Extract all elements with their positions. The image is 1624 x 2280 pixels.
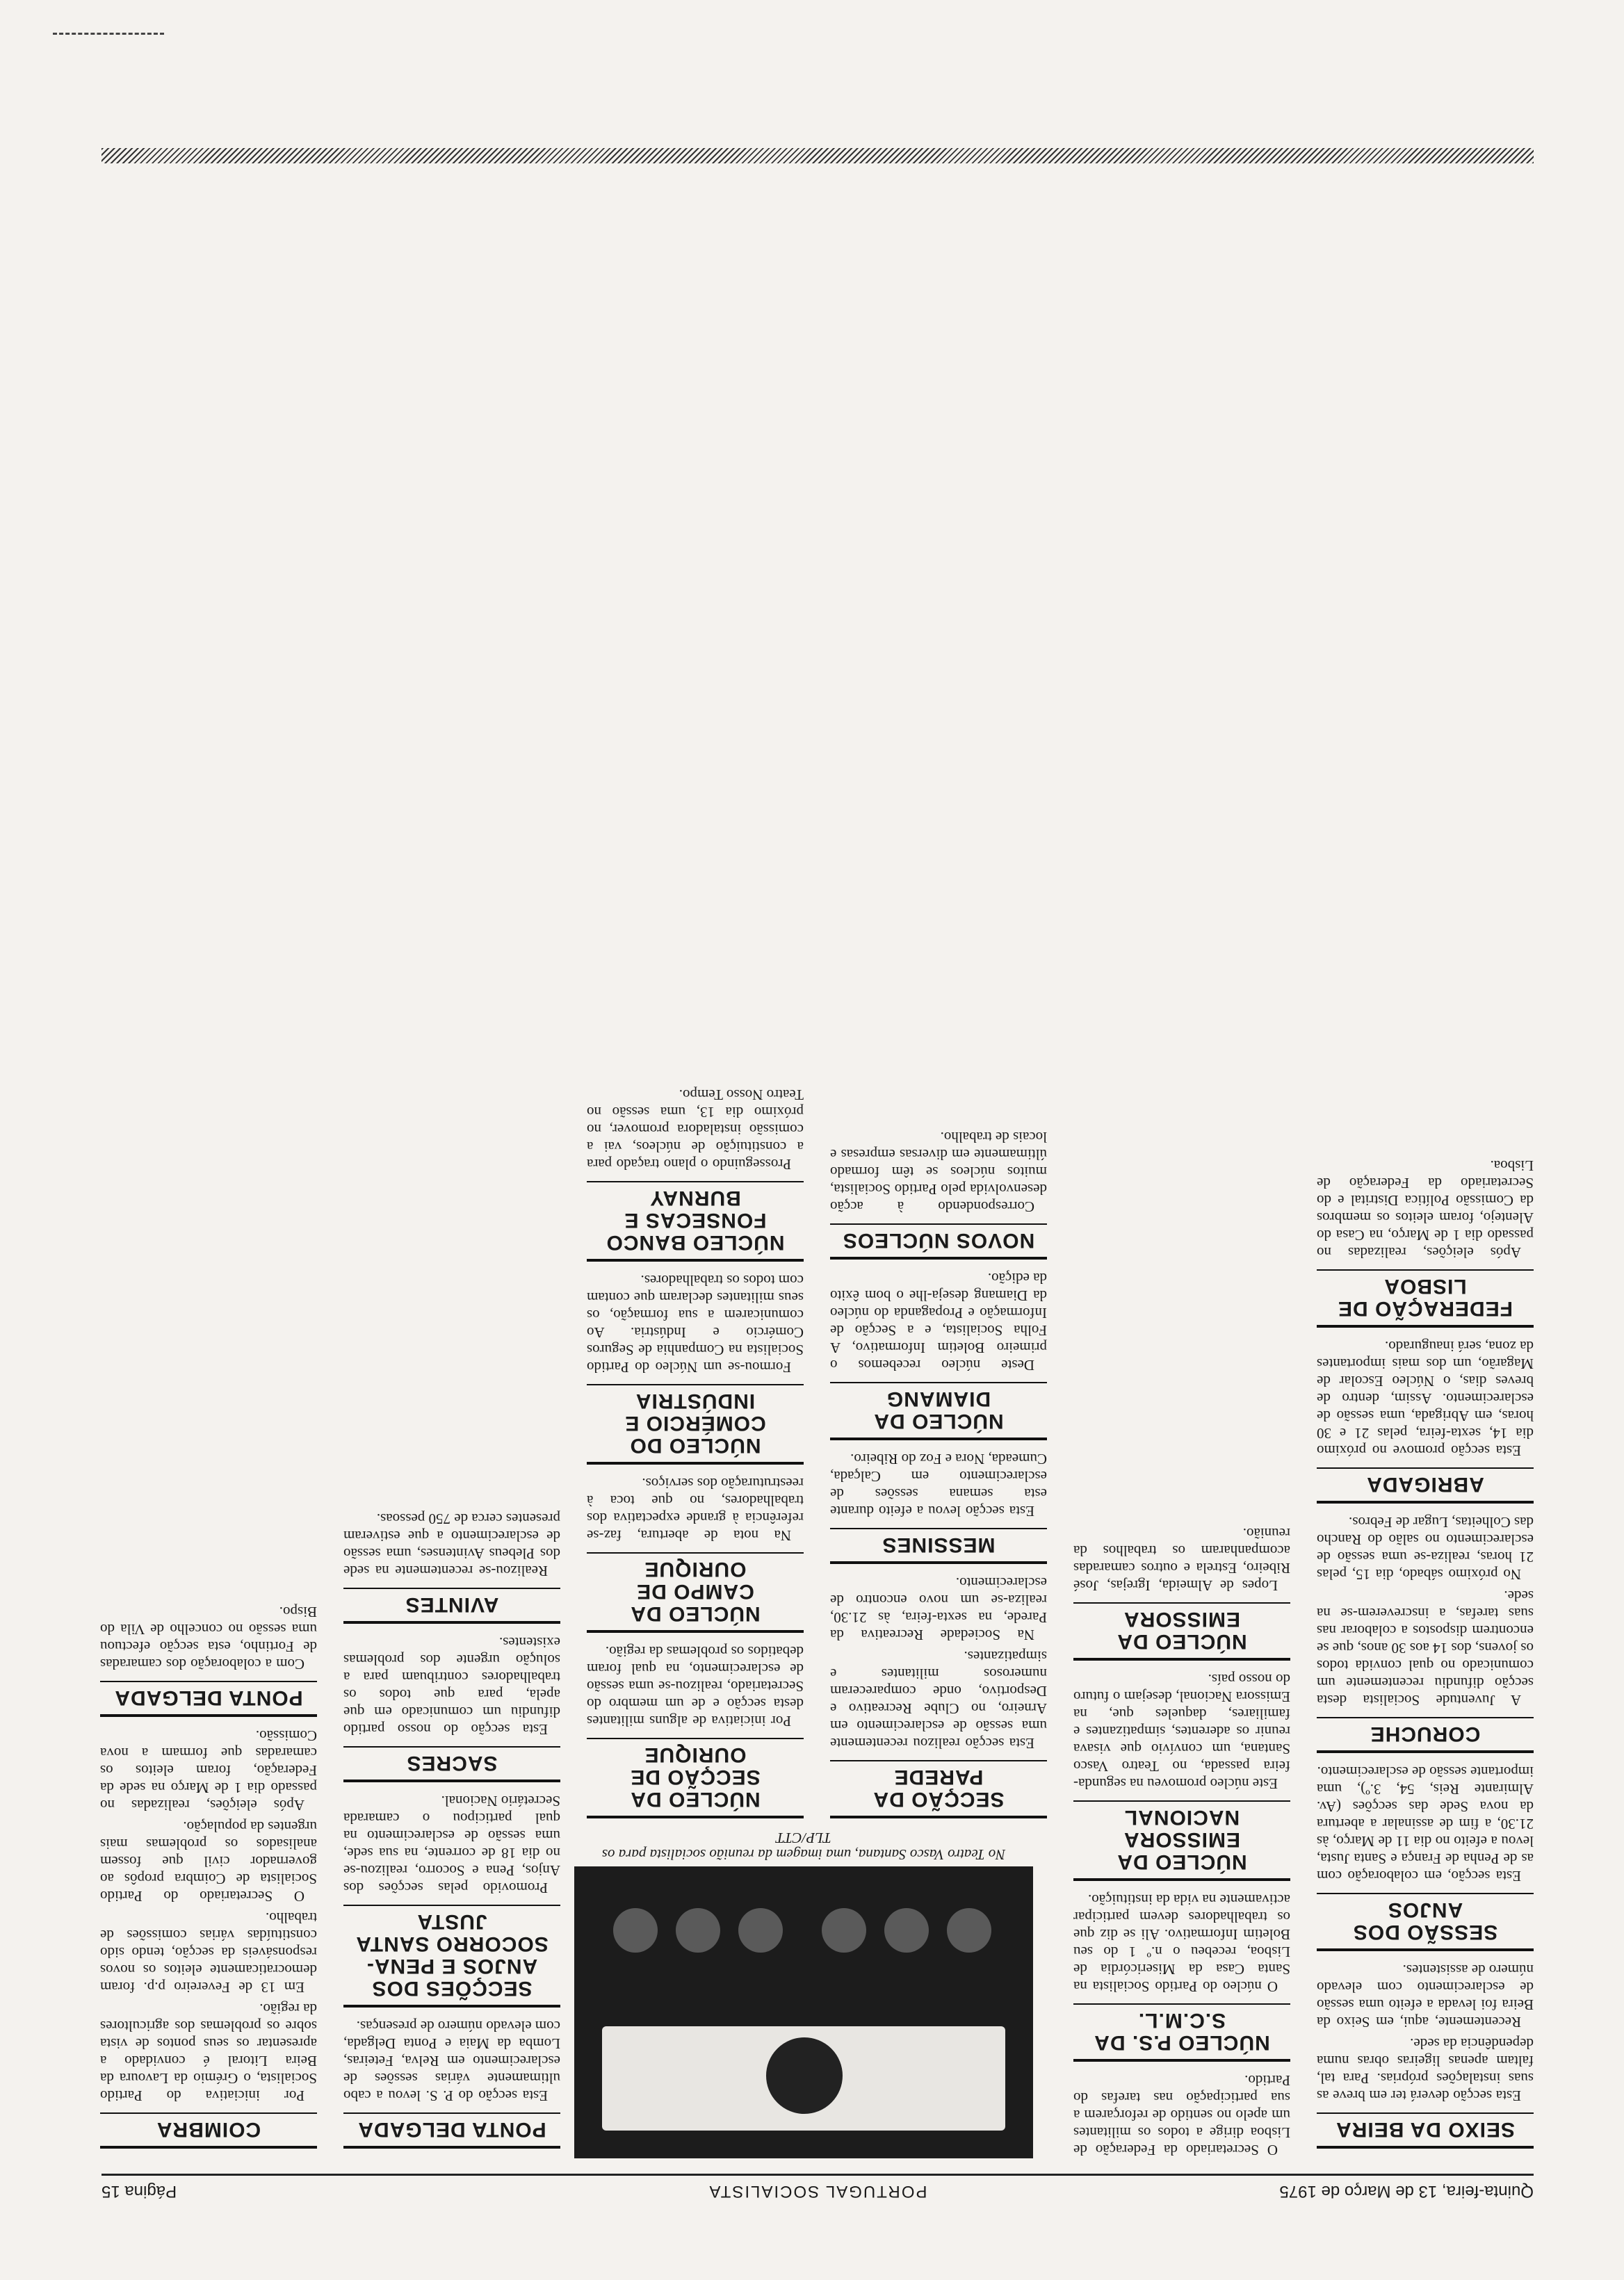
article-paragraph: Realizou-se recentemente na sede dos Plebeus Avintenses, uma sessão de esclarecimento a que estiveram presentes cerca de 750 pessoas. — [343, 1510, 560, 1579]
section-heading: NÚCLEO DA EMISSORA — [1073, 1602, 1290, 1661]
article-paragraph: Após eleições, realizadas no passado dia 1 de Março, na Casa do Alentejo, foram eleitos os membros da Comissão Política Distrital e do Secretariado da Federação de Lisboa. — [1317, 1157, 1534, 1261]
article-paragraph: No próximo sábado, dia 15, pelas 21 horas, realiza-se uma sessão de esclarecimento no salão do Rancho das Colheitas, Lugar de Febros. — [1317, 1514, 1534, 1583]
article-paragraph: Deste núcleo recebemos o primeiro Boletim Informativo, A Folha Socialista, e a Secção de Informação e Propaganda do núcleo da Diamang deseja-lhe o bom êxito da edição. — [830, 1270, 1047, 1374]
article-paragraph: O Secretariado da Federação de Lisboa dirige a todos os militantes um apelo no sentido de reforçarem a sua participação nas tarefas do Partido. — [1073, 2072, 1290, 2158]
meeting-photo — [574, 1866, 1033, 2158]
fold-mark — [53, 30, 164, 35]
article-paragraph: Esta secção promove no próximo dia 14, sexta-feira, pelas 21 e 30 horas, em Abrigada, uma sessão de esclarecimento. Assim, dentro de breves dias, o Núcleo Escolar de Magarão, um dos mais importantes da zona, será inaugurado. — [1317, 1338, 1534, 1459]
bottom-rule — [102, 148, 1534, 163]
article-paragraph: Por iniciativa do Partido Socialista, o Grémio da Lavoura da Beira Litoral é convidado a apresentar os seus pontos de vista sobre os problemas dos agricultores da região. — [100, 2001, 317, 2104]
article-paragraph: Esta secção deverá ter em breve as suas instalações próprias. Para tal, faltam apenas ligeiras obras numa dependência da sede. — [1317, 2035, 1534, 2104]
section-heading: NÚCLEO DA DIAMANG — [830, 1382, 1047, 1440]
fist-rose-emblem-icon — [763, 2035, 845, 2117]
page-header — [102, 2174, 1534, 2204]
section-heading: NÚCLEO DA CAMPO DE OURIQUE — [587, 1552, 804, 1633]
section-heading: AVINTES — [343, 1588, 560, 1624]
article-paragraph: Em 13 de Fevereiro p.p. foram democraticamente eleitos os novos responsáveis da secção, tendo sido constituídas várias comissões de trabalho. — [100, 1909, 317, 1996]
section-heading: NÚCLEO BANCO FONSECAS E BURNAY — [587, 1181, 804, 1262]
column-3 — [830, 181, 1047, 1828]
article-paragraph: Na nota de abertura, faz-se referência à grande expectativa dos trabalhadores, no que toca à reestruturação dos serviços. — [587, 1475, 804, 1544]
section-heading: SECÇÕES DOS ANJOS E PENA-SOCORRO SANTA JUSTA — [343, 1905, 560, 2008]
person-silhouette-icon — [676, 1908, 720, 1953]
person-silhouette-icon — [884, 1908, 929, 1953]
article-paragraph: Esta secção do nosso partido difundiu um comunicado em que apela, para que todos os trabalhadores contribuam para a solução urgente dos problemas existentes. — [343, 1634, 560, 1738]
photo-caption: No Teatro Vasco Santana, uma imagem da reunião socialista para os TLP/CTT — [601, 1830, 1006, 1863]
section-heading: COIMBRA — [100, 2112, 317, 2149]
section-heading: NÚCLEO DA SECÇÃO DE OURIQUE — [587, 1738, 804, 1818]
publication-name: PORTUGAL SOCIALISTA — [708, 2182, 927, 2201]
section-heading: MESSINES — [830, 1528, 1047, 1564]
person-silhouette-icon — [822, 1908, 866, 1953]
column-1 — [1317, 181, 1534, 2158]
article-paragraph: O núcleo do Partido Socialista na Santa Casa da Misericórdia de Lisboa, recebeu o n.º 1 do seu Boletim Informativo. Ali se diz que os trabalhadores devem participar activamente na vida da instituição. — [1073, 1891, 1290, 1995]
article-paragraph: Esta secção do P. S. levou a cabo ultimamente várias sessões de esclarecimento em Relva, Feteiras, Lomba da Maia e Ponta Delgada, com elevado número de presenças. — [343, 2018, 560, 2104]
article-paragraph: Recentemente, aqui, em Seixo da Beira foi levada a efeito uma sessão de esclarecimento com elevado número de assistentes. — [1317, 1962, 1534, 2030]
article-paragraph: Promovido pelas secções dos Anjos, Pena e Socorro, realizou-se no dia 18 de corrente, na sua sede, uma sessão de esclarecimento na qual participou o camarada Secretário Nacional. — [343, 1793, 560, 1896]
section-heading: SEIXO DA BEIRA — [1317, 2112, 1534, 2149]
article-paragraph: O Secretariado do Partido Socialista de Coimbra propôs ao governador civil que fossem analisados os problemas mais urgentes da população. — [100, 1818, 317, 1905]
article-paragraph: Por iniciativa de alguns militantes desta secção e de um membro do Secretariado, realizou-se uma sessão de esclarecimento, na qual foram debatidos os problemas da região. — [587, 1643, 804, 1729]
section-heading: PONTA DELGADA — [100, 1681, 317, 1717]
article-paragraph: Prosseguindo o plano traçado para a constituição de núcleos, vai a comissão instaladora promover, no próximo dia 13, uma sessão no Teatro Nosso Tempo. — [587, 1086, 804, 1173]
section-heading: CORUCHE — [1317, 1717, 1534, 1753]
section-heading: SESSÃO DOS ANJOS — [1317, 1893, 1534, 1951]
section-heading: ABRIGADA — [1317, 1467, 1534, 1504]
article-paragraph: Com a colaboração dos camaradas de Fortinho, esta secção efectuou uma sessão no concelho de Vila do Bispo. — [100, 1604, 317, 1672]
article-paragraph: Esta secção realizou recentemente uma sessão de esclarecimento em Arneiro, no Clube Recreativo e Desportivo, onde compareceram numerosos militantes e simpatizantes. — [830, 1648, 1047, 1752]
section-heading: NOVOS NÚCLEOS — [830, 1223, 1047, 1260]
section-heading: SECÇÃO DA PAREDE — [830, 1760, 1047, 1818]
column-4 — [587, 181, 804, 1828]
section-heading: PONTA DELGADA — [343, 2112, 560, 2149]
person-silhouette-icon — [613, 1908, 658, 1953]
article-paragraph: Na Sociedade Recreativa da Parede, na sexta-feira, às 21.30, realiza-se um novo encontro de esclarecimento. — [830, 1574, 1047, 1643]
article-paragraph: Formou-se um Núcleo do Partido Socialista na Companhia de Seguros Comércio e Indústria. Ao comunicarem a sua formação, os seus militantes declaram que contam com todos os trabalhadores. — [587, 1272, 804, 1376]
issue-date: Quinta-feira, 13 de Março de 1975 — [1279, 2182, 1534, 2201]
section-heading: SACRES — [343, 1746, 560, 1782]
article-paragraph: Após eleições, realizadas no passado dia 1 de Março na sede da Federação, foram eleitos os camaradas que formam a nova Comissão. — [100, 1727, 317, 1814]
article-paragraph: Correspondendo à acção desenvolvida pelo Partido Socialista, muitos núcleos se têm formado últimamente em diversas empresas e locais de trabalho. — [830, 1129, 1047, 1215]
article-paragraph: Esta secção levou a efeito durante esta semana sessões de esclarecimento em Calçada, Cumeada, Nora e Foz do Ribeiro. — [830, 1451, 1047, 1520]
article-paragraph: Esta secção, em colaboração com as de Penha de França e Santa Justa, levou a efeito no dia 11 de Março, às 21.30, a fim de assinalar a abertura da nova Sede das secções (Av. Almirante Reis, 54, 3.º), uma importante sessão de esclarecimento. — [1317, 1764, 1534, 1884]
section-heading: NÚCLEO DO COMÉRCIO E INDÚSTRIA — [587, 1384, 804, 1465]
column-2 — [1073, 181, 1290, 2158]
person-silhouette-icon — [947, 1908, 991, 1953]
section-heading: FEDERAÇÃO DE LISBOA — [1317, 1269, 1534, 1328]
article-paragraph: Lopes de Almeida, Igrejas, José Ribeiro, Estrela e outros camaradas acompanharam os trabalhos da reunião. — [1073, 1525, 1290, 1594]
article-paragraph: A Juventude Socialista desta secção difundiu recentemente um comunicado no qual convida todos os jovens, dos 14 aos 30 anos, que se encontrem dispostos a colaborar nas suas tarefas, a inscreverem-se na sede. — [1317, 1588, 1534, 1709]
page-number: Página 15 — [102, 2182, 177, 2201]
section-heading: NÚCLEO P.S. DA S.C.M.L. — [1073, 2003, 1290, 2062]
section-heading: NÚCLEO DA EMISSORA NACIONAL — [1073, 1800, 1290, 1881]
article-paragraph: Este núcleo promoveu na segunda-feira passada, no Teatro Vasco Santana, um convívio que visava reunir os aderentes, simpatizantes e familiares, daqueles que, na Emissora Nacional, desejam o futuro do nosso país. — [1073, 1671, 1290, 1792]
column-5 — [343, 181, 560, 2158]
column-6 — [100, 181, 317, 2158]
person-silhouette-icon — [738, 1908, 783, 1953]
